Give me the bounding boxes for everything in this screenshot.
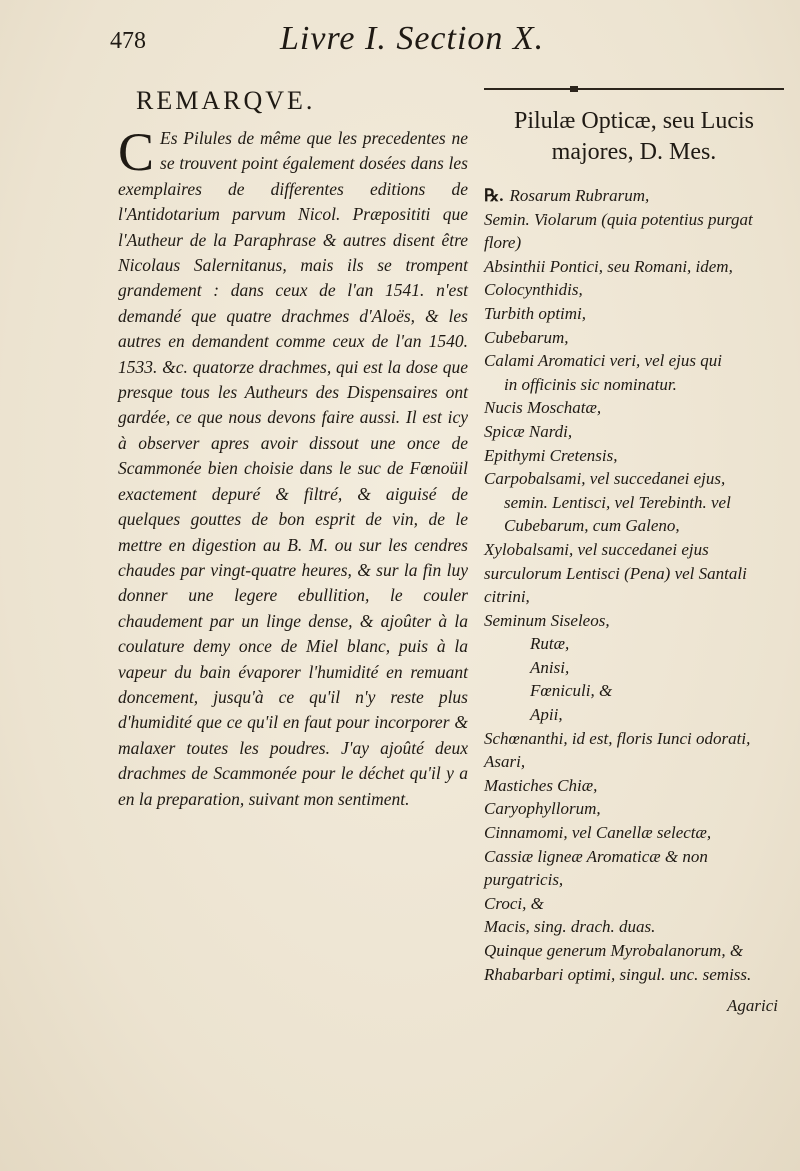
ingredient-item: Anisi, (530, 657, 570, 677)
ingredient-item: Colocynthidis, (484, 280, 583, 300)
right-column (484, 80, 784, 1018)
ingredient-item: Rutæ, (530, 634, 570, 654)
ingredient-item: Seminum Siseleos, (484, 610, 610, 630)
ingredient-item: Semin. Violarum (quia potentius purgat flore) (484, 209, 753, 253)
ingredient-item: Croci, & (484, 893, 544, 913)
ingredient-item: Turbith optimi, (484, 303, 587, 323)
ingredient-item: Quinque generum Myrobalanorum, & (484, 941, 744, 960)
ingredient-item: Caryophyllorum, (484, 799, 601, 819)
recipe-rx-icon: ℞. (484, 186, 504, 205)
left-column (118, 80, 468, 812)
catchword: Agarici (727, 996, 778, 1016)
ingredient-item: Spicæ Nardi, (484, 421, 573, 441)
ingredient-item: Mastiches Chiæ, (484, 775, 598, 795)
ingredient-item: Epithymi Cretensis, (484, 445, 618, 465)
ingredient-item: Cinnamomi, vel Canellæ selectæ, (484, 823, 712, 843)
remark-paragraph (118, 122, 468, 812)
ornamental-rule (484, 88, 784, 90)
ingredient-item: Nucis Moschatæ, (484, 398, 602, 418)
ingredient-item: Apii, (530, 705, 563, 725)
running-head: Livre I. Section X. (280, 20, 545, 57)
ingredient-list (484, 184, 784, 1018)
ingredient-item: in officinis sic nominatur. (504, 374, 677, 394)
remark-heading: REMARQVE. (136, 86, 316, 115)
ingredient-item: Rhabarbari optimi, singul. unc. semiss. (484, 964, 752, 984)
ingredient-item: Asari, (484, 752, 526, 772)
ingredient-item: Fœniculi, & (530, 681, 613, 701)
remark-body-text: Es Pilules de même que les precedentes ne se trouvent point également dosées dans les exemplaires de differentes editions de l'Antidotarium parvum Nicol. Præposititi que l'Autheur de la Paraphrase & autres disent être Nicolaus Salernitanus, mais ils se trompent grandement : dans ceux de l'an 1541. n'est demandé que quatre drachmes d'Aloës, & les autres en demandent comme ceux de l'an 1540. 1533. &c. quatorze drachmes, qui est la dose que presque tous les Autheurs des Dispensaires ont gardée, ce que nous devons faire aussi. Il est icy à observer apres avoir dissout une once de Scammonée bien choisie dans le suc de Fœnoüil exactement depuré & filtré, & aiguisé de quelques gouttes de bon esprit de vin, de le mettre en digestion au B. M. ou sur les cendres chaudes par vingt-quatre heures, & sur la fin luy donner une legere ebullition, le couler chaudement par un linge dense, & ajoûter à la coulature demy once de Miel blanc, puis à la vapeur du bain évaporer l'humidité en remuant doncement, jusqu'à ce qu'il n'y reste plus d'humidité que ce qu'il en faut pour incorporer & malaxer toutes les poudres. J'ay ajoûté deux drachmes de Scammonée pour le déchet qu'il y a en la preparation, suivant mon sentiment. (118, 128, 468, 809)
ingredient-item: Carpobalsami, vel succedanei ejus, (484, 469, 726, 489)
page-number: 478 (110, 28, 146, 54)
formula-title: Pilulæ Opticæ, seu Lucis majores, D. Mes. (514, 108, 754, 165)
drop-cap: C (118, 122, 155, 182)
ingredient-item: Schœnanthi, id est, floris Iunci odorati, (484, 728, 751, 748)
rule-mark (570, 86, 578, 92)
ingredient-item: Absinthii Pontici, seu Romani, idem, (484, 256, 733, 276)
ingredient-item: ℞. Rosarum Rubrarum, (484, 186, 650, 205)
ingredient-item: Cubebarum, cum Galeno, (504, 516, 680, 536)
ingredient-item: Cassiæ ligneæ Aromaticæ & non purgatricis, (484, 846, 708, 890)
ingredient-item: Cubebarum, (484, 327, 569, 347)
ingredient-item: Calami Aromatici veri, vel ejus qui (484, 351, 722, 371)
ingredient-item: semin. Lentisci, vel Terebinth. vel (504, 492, 731, 512)
ingredient-item: Xylobalsami, vel succedanei ejus surculorum Lentisci (Pena) vel Santali citrini, (484, 539, 747, 607)
ingredient-item: Macis, sing. drach. duas. (484, 917, 656, 937)
